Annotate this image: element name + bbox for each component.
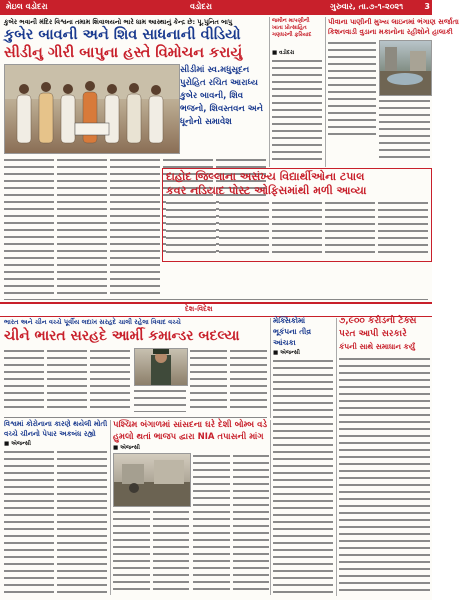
column-divider [270,420,271,595]
story7-headline-line1: ૭,૯૦૦ કરોડનો ટેક્સ [339,316,417,326]
story9-byline: ■ એજન્સી [113,445,140,451]
story3-photo [379,40,432,96]
story8-headline-line1: વિશ્વમાં કોરોનાના કારણે થયેલી મોતી [4,420,108,428]
story5-headline: ચીને ભારત સરહદે આર્મી કમાન્ડર બદલ્યા [4,328,240,344]
masthead-date: ગુરુવાર, તા.૭-૧-૨૦૨૧ [330,2,404,11]
story2-kicker: જમીન માપણીની ખાતા પ્રોત્સાહિત ગણધરની ફરિયાદ [272,18,312,38]
story9-text-col4 [153,509,189,594]
story1-kicker: કુબેર ભવાની મંદિર વિશ્વના તમામ શિવાલયનો ભારે ધામ આસ્થાનું કેન્દ્ર છે: પૂ.પુનિત બાપુ [4,18,233,26]
story1-headline-line2: સીડીનુ ગીરી બાપુના હસ્તે વિમોચન કરાયું [4,45,243,61]
story9-text-col3 [113,509,150,594]
story5-kicker: ભારત અને ચીન વચ્ચે પૂર્વીય લદાખ સરહદે ચાલી રહેલા વિવાદ વચ્ચે [4,318,181,326]
column-divider [325,17,326,167]
story5-text-col1 [4,348,44,412]
story1-text-col2 [57,157,107,297]
story9-photo [113,453,191,507]
story3-text-col2 [379,98,430,160]
story4-text-col5 [378,200,428,256]
story4-text-col2 [219,200,269,256]
story2-byline: ■ વડોદરા [272,50,295,56]
story8-text-col2 [57,449,107,594]
story1-photo [4,64,180,154]
story8-text-col1 [4,449,54,594]
story5-text-col4 [190,348,227,412]
story4-text-col4 [325,200,375,256]
story4-text-col1 [166,200,216,256]
story6-headline-line1: મેક્સિકોમાં [273,316,306,325]
story7-headline-line3: કંપની સાથે સમાધાન કર્યું [339,342,415,351]
section-label: દેશ-વિદેશ [185,305,213,313]
masthead-edition: મેઇલ વડોદરા [6,2,48,11]
story8-headline-line2: વચ્ચે ચીનનો પેપાર અકબંધ રહ્યો [4,430,96,438]
story4-headline-line2: કવર નડિયાદ પોસ્ટ ઓફિસમાંથી મળી આવ્યા [166,184,367,197]
masthead-bar [0,0,432,15]
story3-headline-line2: કિશનવાડી વુડાના મકાનોના રહીશોને હાલાકી [328,28,453,36]
story2-text [272,58,322,163]
column-divider [110,420,111,595]
story5-text-col5 [230,348,267,412]
story4-headline-line1: દાહોદ જિલ્લાના અસંખ્ય વિદ્યાર્થીઓના ટપાલ [166,170,365,183]
story6-text [273,358,333,594]
masthead-city: વડોદરા [190,2,212,11]
story6-byline: ■ એજન્સી [273,350,300,356]
section-divider [4,299,428,300]
story1-pullquote: સીડીમાં સ્વ.મધુસૂદન પુરોહિત રચિત આરાધ્ય કુબેર બાવની, શિવ ભજનો, શિવસ્તવન અને ધૂનોનો સમાવેશ [180,65,263,127]
story3-headline-line1: પીવાના પાણીની મુખ્ય લાઇનમાં ભંગાણ સર્જાતા [328,18,459,26]
story3-text-col1 [328,40,376,140]
story9-text-col2 [233,453,269,594]
story5-text-col2 [47,348,87,412]
story1-text-col1 [4,157,54,297]
story7-text [339,356,430,594]
story9-text-col1 [193,453,230,594]
column-divider [269,17,270,167]
story4-text-col3 [272,200,322,256]
story6-headline-line2: ભૂકંપના તીવ્ર [273,327,311,336]
story1-headline-line1: કુબેર બાવની અને શિવ સાધનાની વીડિયો [4,27,241,43]
story5-photo [134,348,188,386]
story7-headline-line2: પરત આપી સરકારે [339,329,407,339]
story1-text-col3 [110,157,160,297]
story5-text-col3 [90,348,130,412]
page-number: 3 [424,2,430,11]
story9-headline-line1: પશ્ચિમ બંગાળમાં સાંસદના ઘરે દેશી બોમ્બ વડે [113,420,268,430]
section-bar-national [0,302,432,317]
story5-text-col6 [134,388,186,412]
section-divider [4,417,267,418]
story8-byline: ■ એજન્સી [4,441,31,447]
column-divider [336,318,337,596]
column-divider [270,318,271,418]
story6-headline-line3: આંચકા [273,338,296,347]
story9-headline-line2: હુમલો થતાં ભાજપ દ્વારા NIA તપાસની માંગ [113,432,264,442]
